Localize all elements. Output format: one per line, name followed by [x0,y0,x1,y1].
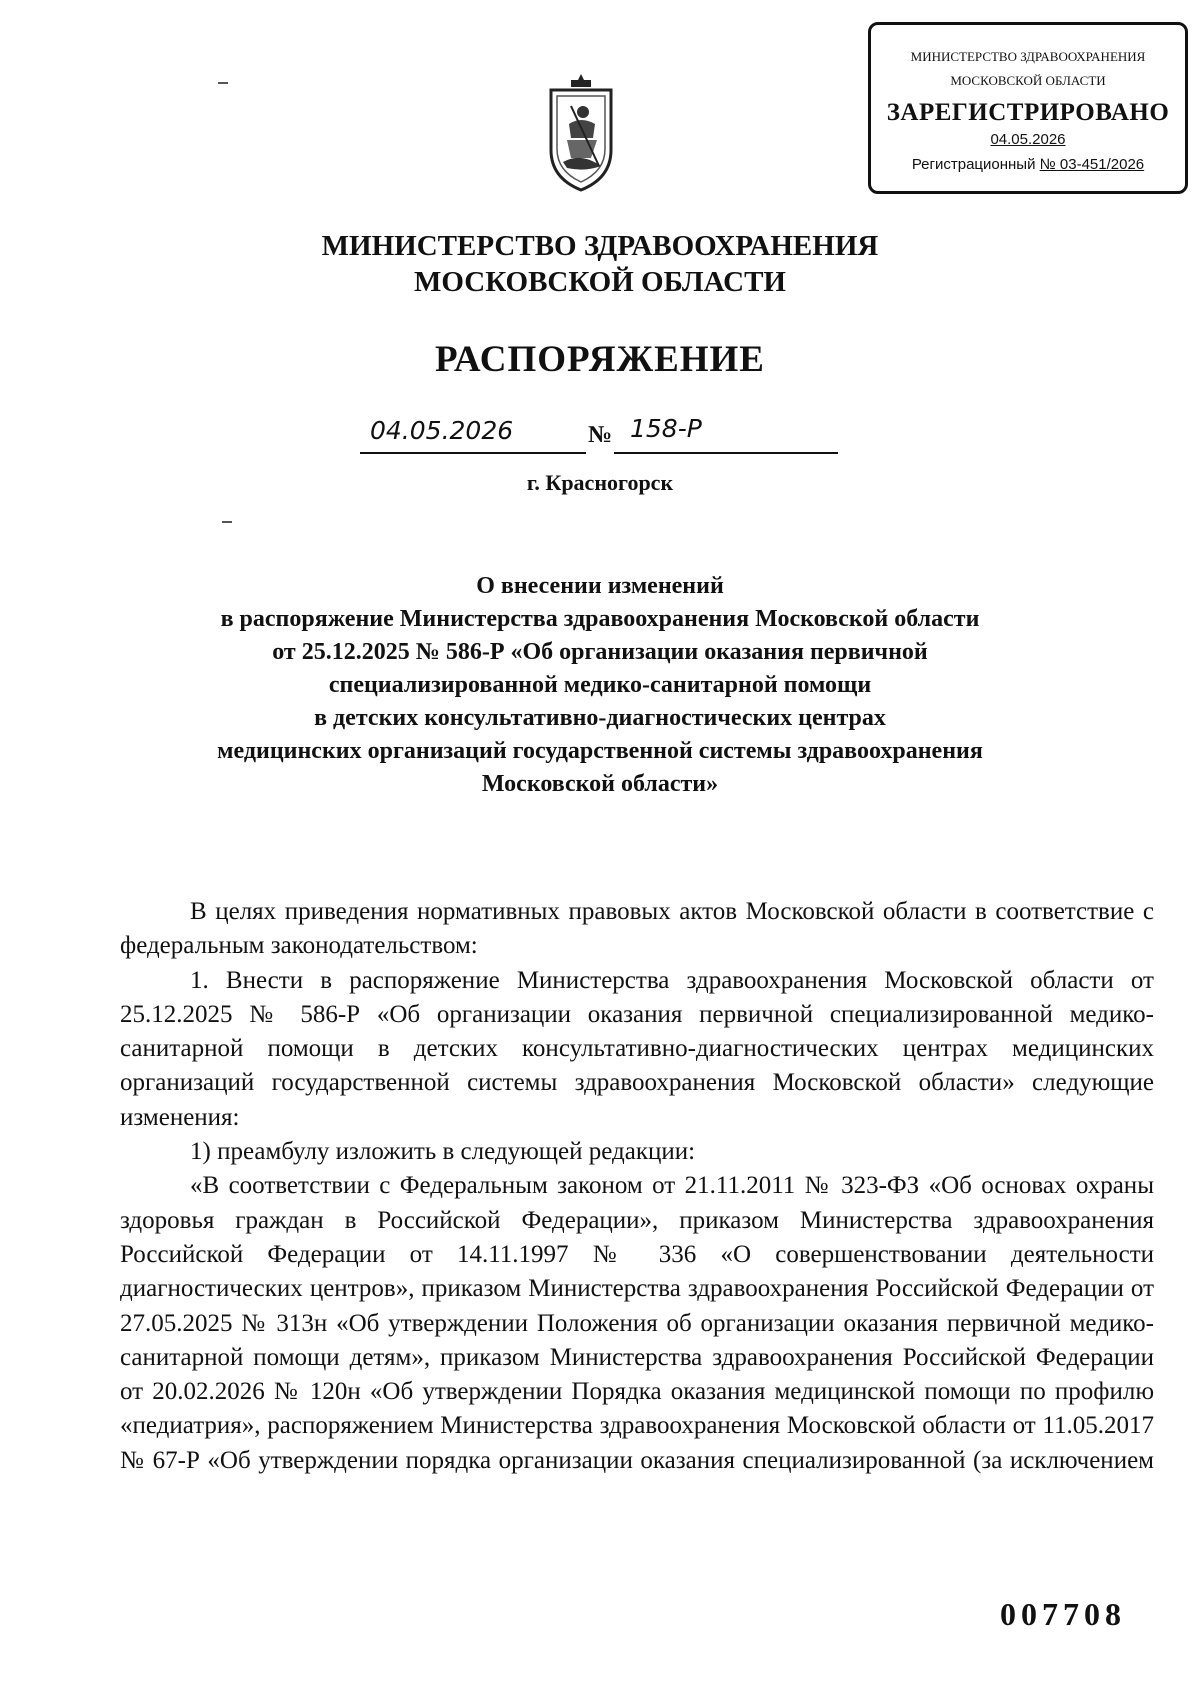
body-paragraph: 1) преамбулу изложить в следующей редакции: [190,1138,696,1166]
ministry-line: МИНИСТЕРСТВО ЗДРАВООХРАНЕНИЯ [321,230,879,262]
title-line: О внесении изменений [476,573,724,599]
title-line: от 25.12.2025 № 586-Р «Об организации оказания первичной [272,639,928,665]
body-paragraph: 1. Внести в распоряжение Министерства здравоохранения Московской области от 25.12.2025 № 586-Р «Об организации оказания первичной специализированной медико-санитарной помощи в детских консультативно-диагностических центрах медицинских организаций государственной системы здравоохранения Московской области» следующие изменения: [120,966,1154,1131]
registration-stamp [868,22,1188,194]
handwritten-date: 04.05.2026 [370,416,514,445]
number-underline [614,452,838,454]
body-paragraph: «В соответствии с Федеральным законом от 21.11.2011 № 323-ФЗ «Об основах охраны здоровья граждан в Российской Федерации», приказом Министерства здравоохранения Российской Федерации от 14.11.1997 № 336 «О совершенствовании деятельности диагностических центров», приказом Министерства здравоохранения Российской Федерации от 27.05.2025 № 313н «Об утверждении Положения об организации оказания первичной медико-санитарной помощи детям», приказом Министерства здравоохранения Российской Федерации от 20.02.2026 № 120н «Об утверждении Порядка оказания медицинской помощи по профилю «педиатрия», распоряжением Министерства здравоохранения Московской области от 11.05.2017 № 67-Р «Об утверждении порядка организации оказания специализированной (за исключением [120,1172,1154,1474]
stamp-organization [871,45,1185,93]
stamp-org-line: МОСКОВСКОЙ ОБЛАСТИ [950,73,1106,88]
title-line: в распоряжение Министерства здравоохранения Московской области [220,606,980,632]
body-paragraph: В целях приведения нормативных правовых актов Московской области в соответствие с федеральным законодательством: [120,898,1154,960]
stamp-org-line: МИНИСТЕРСТВО ЗДРАВООХРАНЕНИЯ [910,49,1146,64]
stamp-reg-number: № 03-451/2026 [1039,156,1145,173]
handwritten-number: 158-Р [630,414,702,443]
number-sign: № [588,422,613,448]
stamp-date: 04.05.2026 [990,131,1066,148]
scan-speck [218,82,228,84]
title-line: медицинских организаций государственной системы здравоохранения [217,738,983,764]
stamp-status: ЗАРЕГИСТРИРОВАНО [886,99,1170,126]
serial-number: 007708 [1000,1596,1126,1632]
document-title [160,570,1040,801]
ministry-name [0,228,1200,300]
ministry-line: МОСКОВСКОЙ ОБЛАСТИ [413,266,786,298]
scan-speck [222,521,232,523]
stamp-reg-label: Регистрационный [911,156,1036,173]
document-type-heading: РАСПОРЯЖЕНИЕ [434,339,765,380]
date-number-line [0,412,1200,462]
title-line: специализированной медико-санитарной помощи [328,672,872,698]
document-body [120,895,1154,1478]
coat-of-arms-emblem [541,66,621,196]
title-line: Московской области» [481,771,719,797]
city-line: г. Красногорск [526,470,674,495]
title-line: в детских консультативно-диагностических центрах [314,705,886,731]
date-underline [360,452,586,454]
stamp-reg-row [871,156,1185,173]
